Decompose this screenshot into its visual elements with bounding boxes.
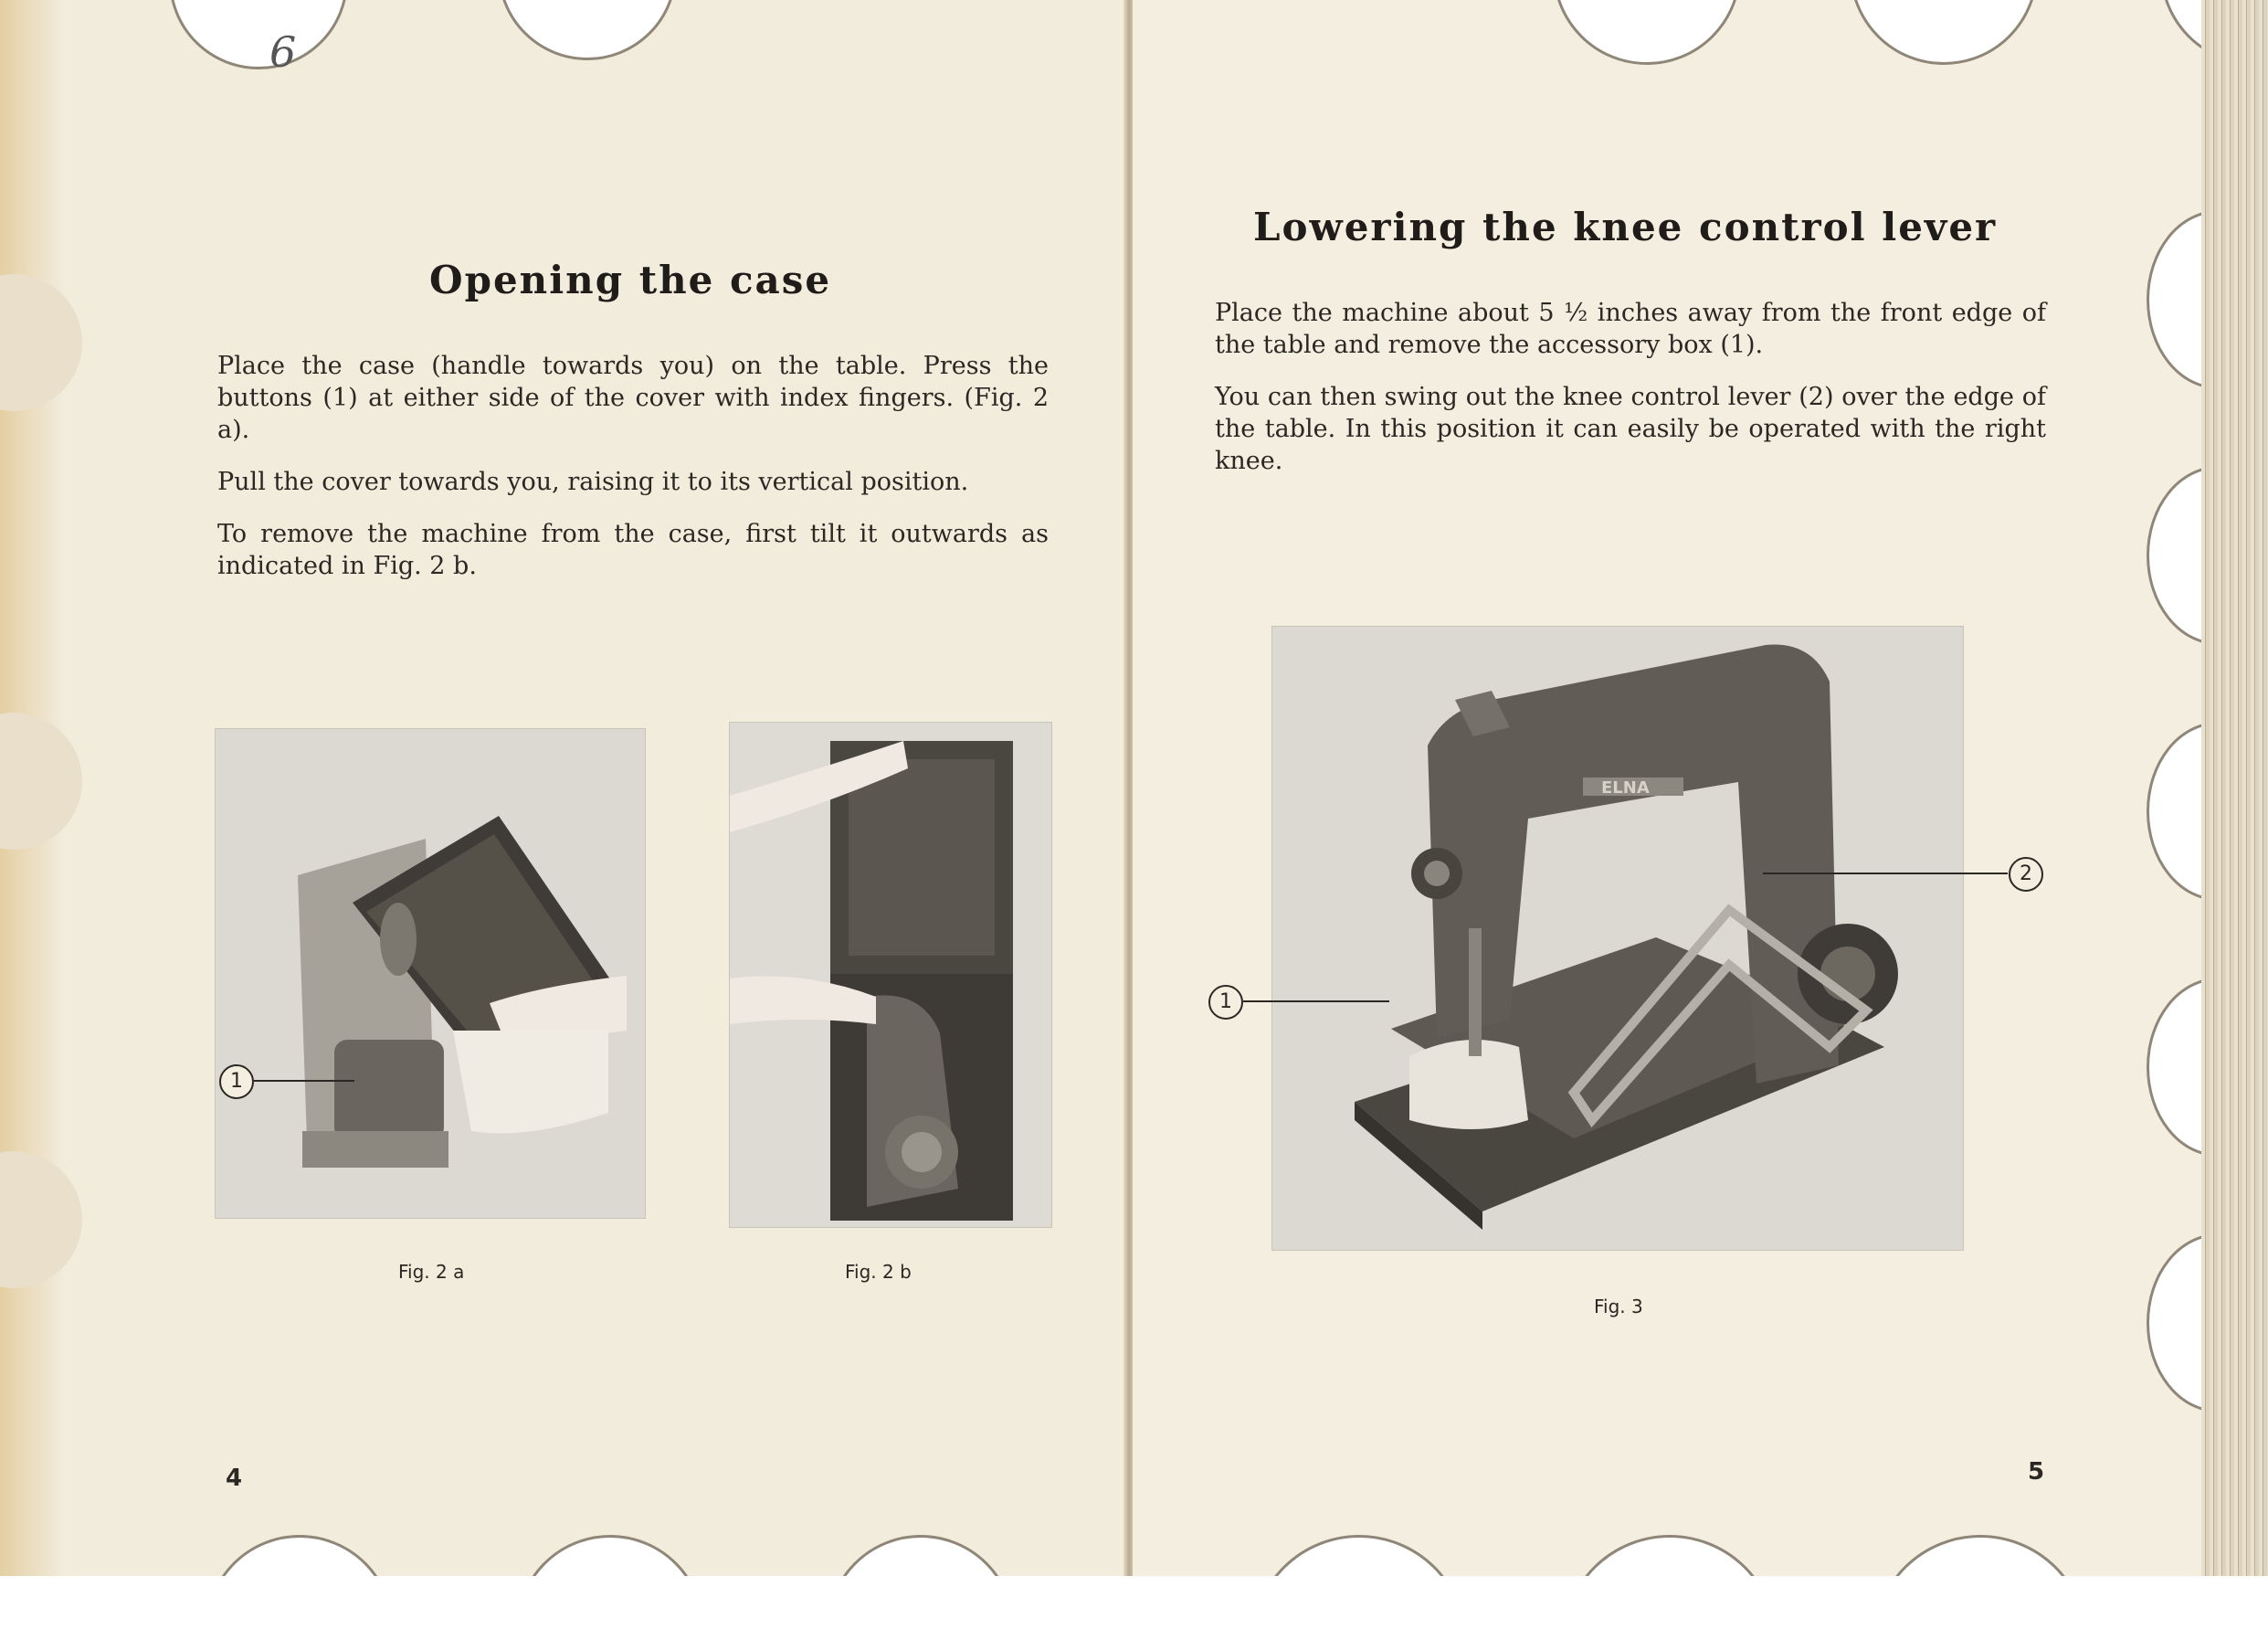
- page-number: 5: [2028, 1458, 2045, 1486]
- index-tab-cutout: [206, 1535, 394, 1576]
- index-tab-cutout: [1872, 1535, 2088, 1576]
- index-tab-cutout: [1251, 1535, 1467, 1576]
- page-heading: Lowering the knee control lever: [1253, 205, 1998, 249]
- figure-2b-photo: [729, 722, 1052, 1228]
- index-tab-cutout: [516, 1535, 704, 1576]
- right-page: [1133, 0, 2234, 1576]
- paragraph: Place the machine about 5 ½ inches away from the front edge of the table and remove the accessory box (1).: [1215, 299, 2046, 359]
- page-edge-scallop: [0, 1151, 82, 1288]
- callout-2: 2: [2009, 857, 2043, 892]
- index-tab-cutout: [498, 0, 677, 60]
- callout-1: 1: [1208, 985, 1243, 1020]
- page-heading: Opening the case: [429, 258, 832, 302]
- page-edge-scallop: [0, 274, 82, 411]
- callout-1: 1: [219, 1064, 254, 1099]
- callout-leader-line: [1243, 1000, 1389, 1002]
- index-tab-cutout: [169, 0, 348, 69]
- figure-caption: Fig. 2 b: [845, 1261, 912, 1283]
- callout-leader-line: [1763, 873, 2008, 874]
- index-tab-cutout: [1562, 1535, 1777, 1576]
- index-tab-cutout: [1850, 0, 2038, 65]
- left-page: [0, 0, 1131, 1576]
- paragraph: Place the case (handle towards you) on the table. Press the buttons (1) at either side of the cover with index fingers. (Fig. 2 a).: [217, 352, 1049, 444]
- index-tab-cutout: [827, 1535, 1015, 1576]
- callout-leader-line: [254, 1080, 354, 1082]
- page-edge-scallop: [0, 713, 82, 850]
- body-text: [217, 350, 1049, 602]
- machine-brand-label: ELNA: [1601, 778, 1650, 798]
- figure-2a-photo: [215, 728, 646, 1219]
- figure-caption: Fig. 3: [1594, 1296, 1643, 1317]
- page-number: 4: [226, 1465, 243, 1492]
- body-text: [1215, 297, 2046, 497]
- page-edges-stack: [2201, 0, 2268, 1576]
- index-tab-cutout: [1553, 0, 1741, 65]
- handwritten-note: 6: [269, 27, 297, 77]
- paragraph: Pull the cover towards you, raising it to its vertical position.: [217, 468, 969, 496]
- figure-caption: Fig. 2 a: [398, 1261, 465, 1283]
- figure-3-photo: [1271, 626, 1964, 1251]
- paragraph: To remove the machine from the case, first tilt it outwards as indicated in Fig. 2 b.: [217, 520, 1049, 580]
- paragraph: You can then swing out the knee control lever (2) over the edge of the table. In this position it can easily be operated with the right knee.: [1215, 383, 2046, 475]
